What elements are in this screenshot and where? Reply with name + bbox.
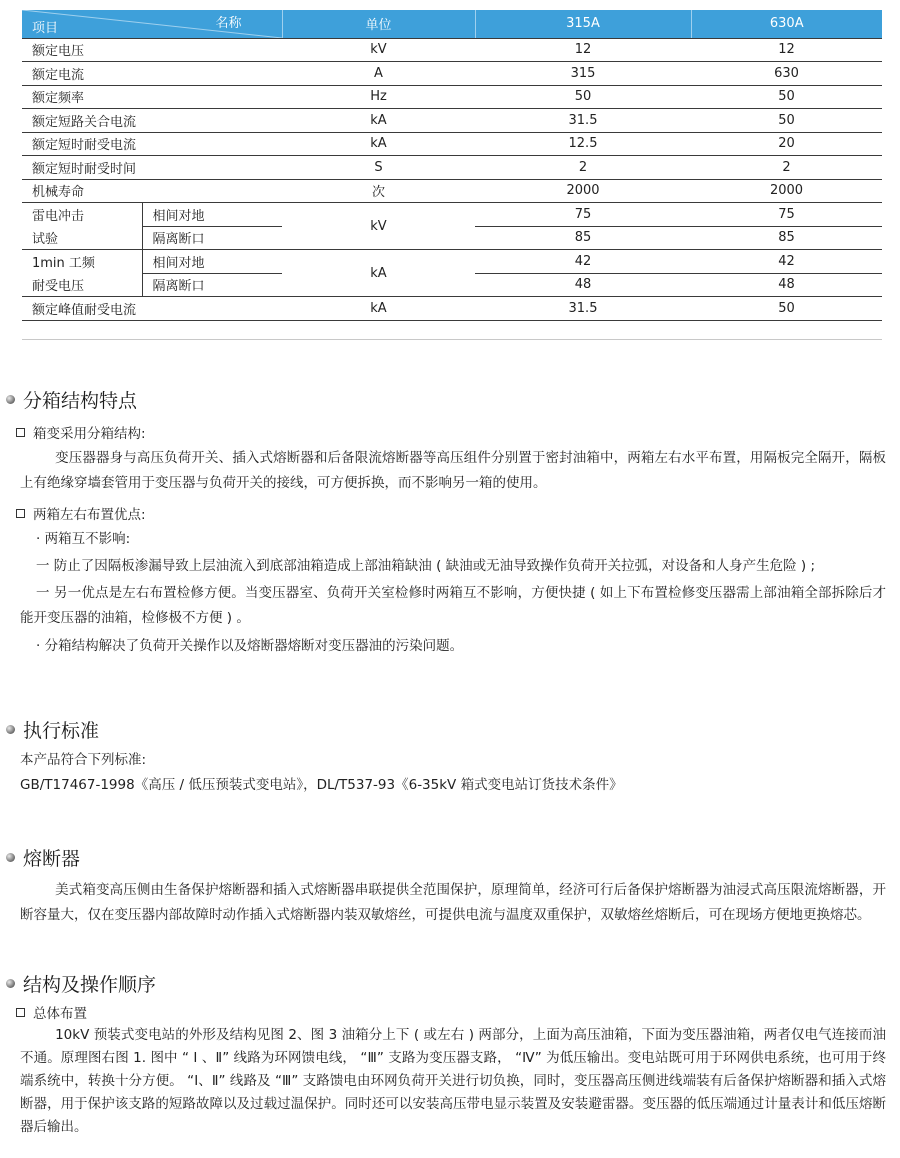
param-name: 机械寿命	[22, 179, 282, 203]
paragraph: 美式箱变高压侧由生备保护熔断器和插入式熔断器串联提供全范围保护，原理简单，经济可行后备保护熔断器为油浸式高压限流熔断器，开断容量大，仅在变压器内部故障时动作插入式熔断器内装双敏熔丝，可提供电流与温度双重保护，双敏熔丝熔断后，可在现场方便地更换熔芯。	[20, 882, 886, 923]
header-unit: 单位	[282, 10, 475, 38]
section-title	[6, 386, 886, 412]
value-315a: 50	[475, 85, 691, 109]
value-315a: 85	[475, 226, 691, 250]
paragraph: 变压器器身与高压负荷开关、插入式熔断器和后备限流熔断器等高压组件分别置于密封油箱中，两箱左右水平布置，用隔板完全隔开，隔板上有绝缘穿墙套管用于变压器与负荷开关的接线，可方便拆换，而不影响另一箱的使用。	[20, 450, 886, 491]
value-630a: 630	[691, 62, 882, 86]
group-label-line1: 1min 工频	[22, 250, 142, 274]
param-name: 额定电压	[22, 38, 282, 62]
value-630a: 12	[691, 38, 882, 62]
unit-cell: kA	[282, 132, 475, 156]
param-name: 额定短时耐受电流	[22, 132, 282, 156]
table-row	[22, 109, 882, 133]
bullet-icon	[6, 853, 15, 862]
sub-heading-text: 总体布置	[33, 1006, 87, 1022]
table-row	[22, 38, 882, 62]
table-row	[22, 250, 882, 274]
value-630a: 2	[691, 156, 882, 180]
list-item: 一 防止了因隔板渗漏导致上层油流入到底部油箱造成上部油箱缺油 ( 缺油或无油导致操作负荷开关拉弧，对设备和人身产生危险 ) ;	[36, 558, 816, 574]
unit-cell: kA	[282, 250, 475, 297]
table-row	[22, 85, 882, 109]
table-row	[22, 179, 882, 203]
table-header-row	[22, 10, 882, 38]
group-label-line2: 试验	[22, 226, 142, 250]
param-name: 额定短路关合电流	[22, 109, 282, 133]
group-label-line2: 耐受电压	[22, 273, 142, 297]
value-315a: 48	[475, 273, 691, 297]
unit-cell: kA	[282, 109, 475, 133]
text-line: 本产品符合下列标准:	[20, 752, 147, 768]
header-item: 项目	[32, 20, 59, 36]
value-630a: 75	[691, 203, 882, 227]
param-name: 额定短时耐受时间	[22, 156, 282, 180]
section-title-text: 熔断器	[23, 847, 81, 870]
value-630a: 48	[691, 273, 882, 297]
unit-cell: S	[282, 156, 475, 180]
section-standards	[6, 716, 886, 798]
header-diagonal-cell	[22, 10, 282, 38]
unit-cell: kV	[282, 203, 475, 250]
list-item: · 分箱结构解决了负荷开关操作以及熔断器熔断对变压器油的污染问题。	[36, 638, 464, 654]
value-315a: 31.5	[475, 109, 691, 133]
header-name: 名称	[215, 16, 242, 31]
sub-heading	[6, 503, 886, 523]
unit-cell: kA	[282, 297, 475, 321]
sub-param-name: 隔离断口	[142, 273, 282, 297]
value-315a: 75	[475, 203, 691, 227]
table-row	[22, 297, 882, 321]
list-item: · 两箱互不影响:	[36, 531, 131, 547]
value-315a: 31.5	[475, 297, 691, 321]
bullet-icon	[6, 395, 15, 404]
section-title-text: 结构及操作顺序	[23, 973, 157, 996]
value-630a: 2000	[691, 179, 882, 203]
sub-param-name: 隔离断口	[142, 226, 282, 250]
bullet-icon	[6, 979, 15, 988]
sub-heading-text: 两箱左右布置优点:	[33, 507, 146, 523]
sub-heading	[6, 422, 886, 442]
list-item: 一 另一优点是左右布置检修方便。当变压器室、负荷开关室检修时两箱互不影响，方便快捷 ( 如上下布置检修变压器需上部油箱全部拆除后才能开变压器的油箱，检修极不方便 ) 。	[20, 585, 886, 626]
value-630a: 50	[691, 85, 882, 109]
section-title	[6, 716, 886, 742]
value-315a: 2	[475, 156, 691, 180]
sub-heading-text: 箱变采用分箱结构:	[33, 426, 146, 442]
value-630a: 85	[691, 226, 882, 250]
sub-param-name: 相间对地	[142, 203, 282, 227]
unit-cell: kV	[282, 38, 475, 62]
value-630a: 50	[691, 109, 882, 133]
section-title	[6, 844, 886, 870]
unit-cell: A	[282, 62, 475, 86]
value-630a: 50	[691, 297, 882, 321]
unit-cell: 次	[282, 179, 475, 203]
section-title-text: 分箱结构特点	[23, 389, 138, 412]
table-row	[22, 132, 882, 156]
value-315a: 2000	[475, 179, 691, 203]
section-fuse	[6, 844, 886, 927]
header-315a: 315A	[475, 10, 691, 38]
sub-heading	[6, 1002, 886, 1022]
bullet-icon	[6, 725, 15, 734]
value-315a: 315	[475, 62, 691, 86]
header-630a: 630A	[691, 10, 882, 38]
value-315a: 12.5	[475, 132, 691, 156]
square-bullet-icon	[16, 1008, 25, 1017]
spec-table	[22, 10, 882, 321]
table-row	[22, 62, 882, 86]
square-bullet-icon	[16, 509, 25, 518]
section-structure	[6, 970, 886, 1139]
param-name: 额定峰值耐受电流	[22, 297, 282, 321]
value-315a: 12	[475, 38, 691, 62]
square-bullet-icon	[16, 428, 25, 437]
value-630a: 20	[691, 132, 882, 156]
table-row	[22, 156, 882, 180]
paragraph: 10kV 预装式变电站的外形及结构见图 2、图 3 油箱分上下 ( 或左右 ) 两部分，上面为高压油箱，下面为变压器油箱，两者仅电气连接而油不通。原理图右图 1. 图中 “ Ⅰ 、Ⅱ” 线路为环网馈电线， “Ⅲ” 支路为变压器支路， “Ⅳ” 为低压输出。变电站既可用于环网供电系统，也可用于终端系统中，转换十分方便。 “Ⅰ、Ⅱ” 线路及 “Ⅲ” 支路馈电由环网负荷开关进行切负换，同时，变压器高压侧进线端装有后备保护熔断器和插入式熔断器，用于保护该支路的短路故障以及过载过温保护。同时还可以安装高压带电显示装置及安装避雷器。变压器的低压端通过计量表计和低压熔断器后输出。	[20, 1027, 886, 1135]
group-label-line1: 雷电冲击	[22, 203, 142, 227]
text-line: GB/T17467-1998《高压 / 低压预装式变电站》，DL/T537-93《6-35kV 箱式变电站订货技术条件》	[20, 777, 623, 793]
header-diagonal-line	[22, 10, 282, 38]
section-title	[6, 970, 886, 996]
sub-param-name: 相间对地	[142, 250, 282, 274]
value-315a: 42	[475, 250, 691, 274]
param-name: 额定频率	[22, 85, 282, 109]
section-title-text: 执行标准	[23, 719, 100, 742]
section-split-box	[6, 386, 886, 659]
table-divider	[22, 339, 882, 340]
value-630a: 42	[691, 250, 882, 274]
param-name: 额定电流	[22, 62, 282, 86]
unit-cell: Hz	[282, 85, 475, 109]
table-row	[22, 203, 882, 227]
